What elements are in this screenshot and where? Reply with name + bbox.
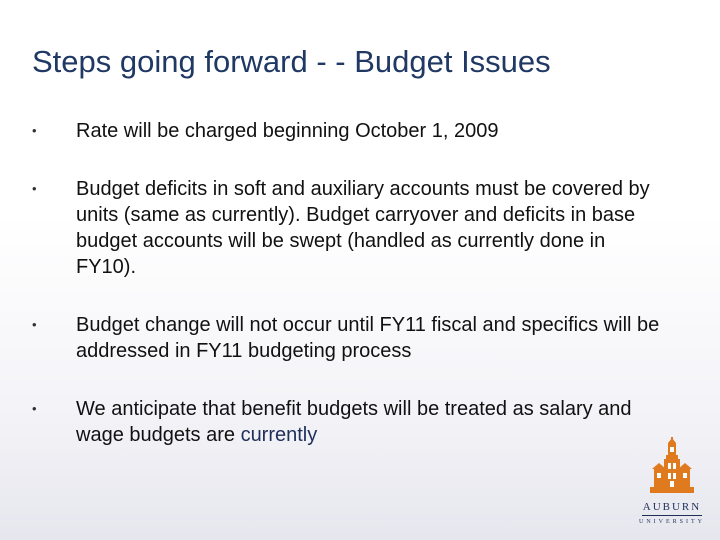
logo-divider — [642, 515, 702, 516]
bullet-icon: • — [32, 181, 37, 196]
logo-subtitle: UNIVERSITY — [639, 519, 705, 525]
bullet-text — [76, 396, 670, 448]
tower-icon — [636, 435, 708, 499]
bullet-icon: • — [32, 123, 37, 138]
slide-title: Steps going forward - - Budget Issues — [32, 44, 551, 79]
bullet-text: Rate will be charged beginning October 1, 2009 — [76, 120, 499, 142]
bullet-item — [30, 118, 670, 144]
bullet-list — [30, 118, 670, 448]
bullet-item — [30, 396, 670, 448]
auburn-logo — [636, 435, 708, 533]
bullet-text-tail: currently — [240, 424, 318, 446]
bullet-icon: • — [32, 401, 37, 416]
bullet-text: Budget change will not occur until FY11 fiscal and specifics will be addressed in FY11 budgeting process — [76, 314, 660, 362]
logo-wordmark: AUBURN — [642, 501, 702, 513]
bullet-icon: • — [32, 317, 37, 332]
bullet-item — [30, 176, 670, 280]
bullet-item — [30, 312, 670, 364]
bullet-text-main: We anticipate that benefit budgets will be treated as salary and wage budgets are — [76, 398, 632, 446]
bullet-text: Budget deficits in soft and auxiliary accounts must be covered by units (same as currently). Budget carryover and deficits in base budget accounts will be swept (handled as currently done in FY10). — [76, 178, 650, 278]
